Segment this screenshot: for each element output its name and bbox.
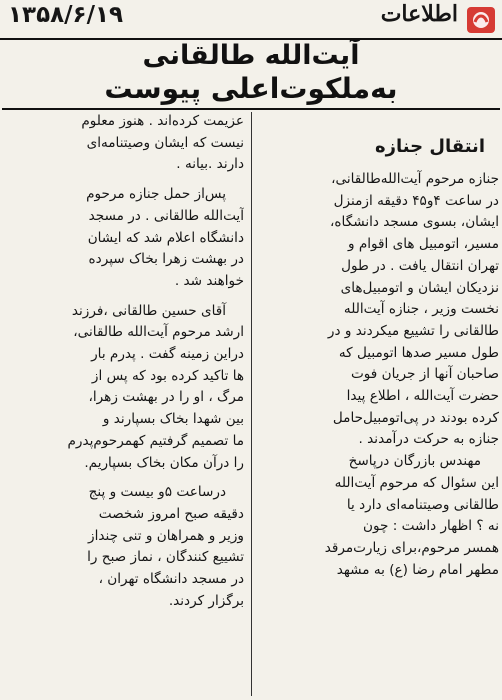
headline-line-1: آیت‌الله طالقانی <box>142 40 360 71</box>
article-line: مطهر امام رضا (ع) به مشهد <box>336 561 499 578</box>
article-line: بین شهدا بخاک بسپارند و <box>102 411 244 428</box>
article-line: مسیر، اتومبیل های اقوام و <box>347 236 499 253</box>
article-line: در مسجد دانشگاه تهران ، <box>98 571 244 588</box>
article-line: ایشان، بسوی مسجد دانشگاه، <box>330 214 499 231</box>
headline-box <box>2 40 500 110</box>
article-line: دانشگاه اعلام شد که ایشان <box>87 229 244 246</box>
newspaper-name: اطلاعات <box>380 1 458 27</box>
article-line: برگزار کردند. <box>168 592 244 609</box>
paragraph-gap <box>7 293 244 301</box>
article-line: خواهند شد . <box>174 272 244 289</box>
article-line: صاحبان آنها از جریان فوت <box>350 366 499 383</box>
article-line: حضرت آیت‌الله ، اطلاع پیدا <box>346 388 499 405</box>
article-line: در ساعت ۴و۴۵ دقیقه ازمنزل <box>333 192 499 209</box>
article-line: ما تصمیم گرفتیم کهمرحوم‌پدرم <box>67 432 244 449</box>
article-line: جنازه به حرکت درآمدند . <box>358 431 499 448</box>
article-line: نزدیکان ایشان و اتومبیل‌های <box>340 279 499 296</box>
article-line: وزیر و همراهان و تنی چنداز <box>88 527 244 544</box>
column-divider <box>251 112 252 696</box>
article-line: عزیمت کرده‌اند . هنوز معلوم <box>81 113 244 129</box>
article-line: این سئوال که مرحوم آیت‌الله <box>334 474 499 491</box>
article-line: تهران انتقال یافت . در طول <box>341 257 499 274</box>
article-line: نخست وزیر ، جنازه آیت‌الله <box>343 301 499 318</box>
article-line: طول مسیر صدها اتومبیل که <box>338 344 499 361</box>
article-line: مهندس بازرگان درپاسخ <box>348 453 481 470</box>
article-line: کرده بودند در پی‌اتومبیل‌حامل <box>332 409 499 426</box>
article-line: نیست که ایشان وصیتنامه‌ای <box>86 134 244 151</box>
article-line: نه ؟ اظهار داشت : چون <box>362 518 499 535</box>
article-line: دارند .بیانه . <box>176 156 244 173</box>
left-article-column <box>7 111 244 696</box>
right-article-column <box>260 111 499 696</box>
article-line: همسر مرحوم،برای زیارت‌مرقد <box>324 539 499 556</box>
article-line: تشییع کنندگان ، نماز صبح را <box>87 549 244 566</box>
issue-date: ۱۳۵۸/۶/۱۹ <box>8 2 124 28</box>
article-line: درساعت ۵و بیست و پنج <box>88 484 226 501</box>
article-line: آیت‌الله طالقانی . در مسجد <box>88 207 244 224</box>
article-line: ارشد مرحوم آیت‌الله طالقانی، <box>73 324 244 341</box>
article-line: مرگ ، او را در بهشت زهرا، <box>88 389 244 406</box>
article-line: طالقانی وصیتنامه‌ای دارد یا <box>346 496 499 513</box>
article-line: آقای حسین طالقانی ،فرزند <box>71 302 226 319</box>
section-subheading: انتقال جنازه <box>375 136 485 157</box>
masthead <box>0 0 502 40</box>
article-line: ها تاکید کرده بود که پس از <box>91 367 244 384</box>
article-line: دقیقه صبح امروز شخصت <box>98 505 244 522</box>
archive-logo-icon <box>465 4 497 36</box>
article-line: را درآن مکان بخاک بسپاریم. <box>84 454 244 471</box>
article-line: در بهشت زهرا بخاک سپرده <box>88 251 244 268</box>
paragraph-gap <box>7 474 244 482</box>
paragraph-gap <box>7 176 244 184</box>
article-line: جنازه مرحوم آیت‌الله‌طالقانی، <box>331 171 499 187</box>
article-line: دراین زمینه گفت . پدرم بار <box>91 346 244 363</box>
article-line: طالقانی را تشییع میکردند و در <box>327 322 499 339</box>
article-line: پس‌از حمل جنازه مرحوم <box>86 186 226 203</box>
headline-line-2: به‌ملکوت‌اعلی پیوست <box>104 72 398 105</box>
